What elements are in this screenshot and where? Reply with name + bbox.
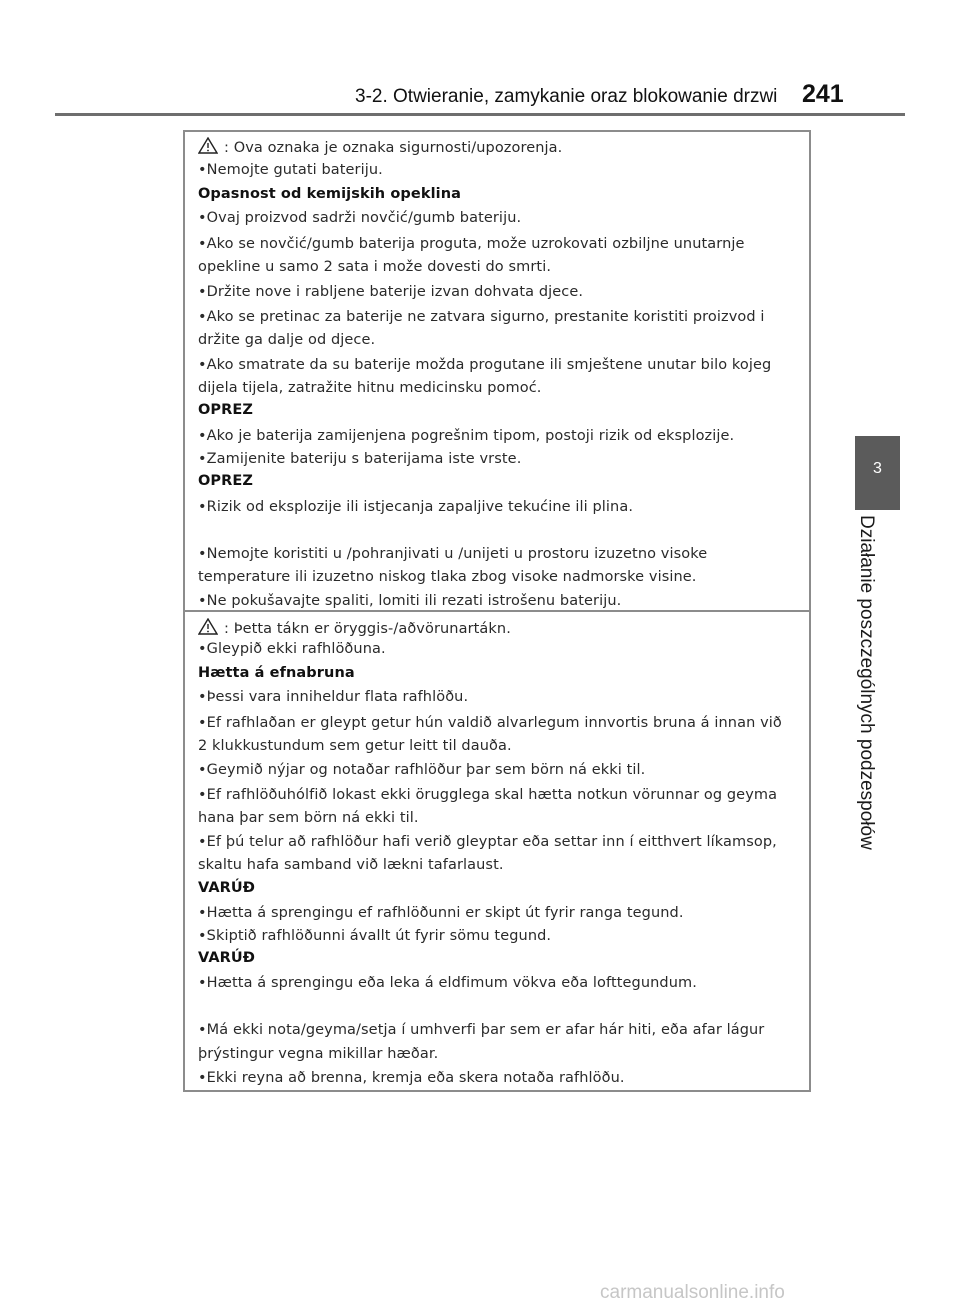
hr-line-8: •Ako smatrate da su baterije možda progutane ili smještene unutar bilo kojeg — [198, 357, 772, 373]
section-divider — [183, 610, 811, 612]
hr-line-1: •Nemojte gutati bateriju. — [198, 162, 383, 178]
hr-line-13: •Nemojte koristiti u /pohranjivati u /unijeti u prostoru izuzetno visoke — [198, 546, 708, 562]
hr-line-10: •Ako je baterija zamijenjena pogrešnim tipom, postoji rizik od eksplozije. — [198, 428, 735, 444]
page-number: 241 — [802, 80, 844, 108]
is-line-3: •Ef rafhlaðan er gleypt getur hún valdið alvarlegum innvortis bruna á innan við — [198, 715, 782, 731]
is-line-4: 2 klukkustundum sem getur leitt til dauða. — [198, 738, 512, 754]
is-line-7: hana þar sem börn ná ekki til. — [198, 810, 419, 826]
hr-heading-2: OPREZ — [198, 402, 254, 418]
is-line-8: •Ef þú telur að rafhlöður hafi verið gleyptar eða settar inn í eitthvert líkamsop, — [198, 834, 777, 850]
header-title: 3-2. Otwieranie, zamykanie oraz blokowanie drzwi — [355, 86, 778, 107]
is-line-11: •Skiptið rafhlöðunni ávallt út fyrir sömu tegund. — [198, 928, 552, 944]
hr-line-2: •Ovaj proizvod sadrži novčić/gumb bateriju. — [198, 210, 522, 226]
is-heading-3: VARÚÐ — [198, 950, 256, 966]
hr-line-9: dijela tijela, zatražite hitnu medicinsku pomoć. — [198, 380, 542, 396]
watermark: carmanualsonline.info — [600, 1282, 785, 1303]
is-heading-2: VARÚÐ — [198, 880, 256, 896]
hr-line-7: držite ga dalje od djece. — [198, 332, 376, 348]
hr-line-4: opekline u samo 2 sata i može dovesti do smrti. — [198, 259, 552, 275]
hr-line-3: •Ako se novčić/gumb baterija proguta, može uzrokovati ozbiljne unutarnje — [198, 236, 745, 252]
is-warning-line — [198, 618, 511, 637]
is-line-12: •Hætta á sprengingu eða leka á eldfimum vökva eða lofttegundum. — [198, 975, 697, 991]
warning-triangle-icon — [198, 137, 218, 154]
hr-line-6: •Ako se pretinac za baterije ne zatvara sigurno, prestanite koristiti proizvod i — [198, 309, 765, 325]
hr-line-12: •Rizik od eksplozije ili istjecanja zapaljive tekućine ili plina. — [198, 499, 634, 515]
chapter-tab: 3 — [855, 436, 900, 510]
is-heading-1: Hætta á efnabruna — [198, 665, 355, 681]
is-line-10: •Hætta á sprengingu ef rafhlöðunni er skipt út fyrir ranga tegund. — [198, 905, 684, 921]
hr-heading-3: OPREZ — [198, 473, 254, 489]
hr-line-15: •Ne pokušavajte spaliti, lomiti ili rezati istrošenu bateriju. — [198, 593, 622, 609]
hr-line-11: •Zamijenite bateriju s baterijama iste vrste. — [198, 451, 522, 467]
is-warning-text: : Þetta tákn er öryggis-/aðvörunartákn. — [224, 621, 511, 637]
chapter-tab-label: Działanie poszczególnych podzespołów — [856, 515, 877, 850]
hr-line-14: temperature ili izuzetno niskog tlaka zbog visoke nadmorske visine. — [198, 569, 697, 585]
is-line-14: þrýstingur vegna mikillar hæðar. — [198, 1046, 439, 1062]
hr-heading-1: Opasnost od kemijskih opeklina — [198, 186, 462, 202]
header-rule — [55, 113, 905, 116]
is-line-5: •Geymið nýjar og notaðar rafhlöður þar sem börn ná ekki til. — [198, 762, 646, 778]
hr-warning-line — [198, 137, 562, 156]
hr-line-5: •Držite nove i rabljene baterije izvan dohvata djece. — [198, 284, 584, 300]
warning-triangle-icon — [198, 618, 218, 635]
is-line-1: •Gleypið ekki rafhlöðuna. — [198, 641, 386, 657]
is-line-6: •Ef rafhlöðuhólfið lokast ekki örugglega skal hætta notkun vörunnar og geyma — [198, 787, 778, 803]
hr-warning-text: : Ova oznaka je oznaka sigurnosti/upozorenja. — [224, 140, 563, 156]
is-line-13: •Má ekki nota/geyma/setja í umhverfi þar sem er afar hár hiti, eða afar lágur — [198, 1022, 765, 1038]
is-line-2: •Þessi vara inniheldur flata rafhlöðu. — [198, 689, 469, 705]
is-line-15: •Ekki reyna að brenna, kremja eða skera notaða rafhlöðu. — [198, 1070, 625, 1086]
is-line-9: skaltu hafa samband við lækni tafarlaust. — [198, 857, 504, 873]
